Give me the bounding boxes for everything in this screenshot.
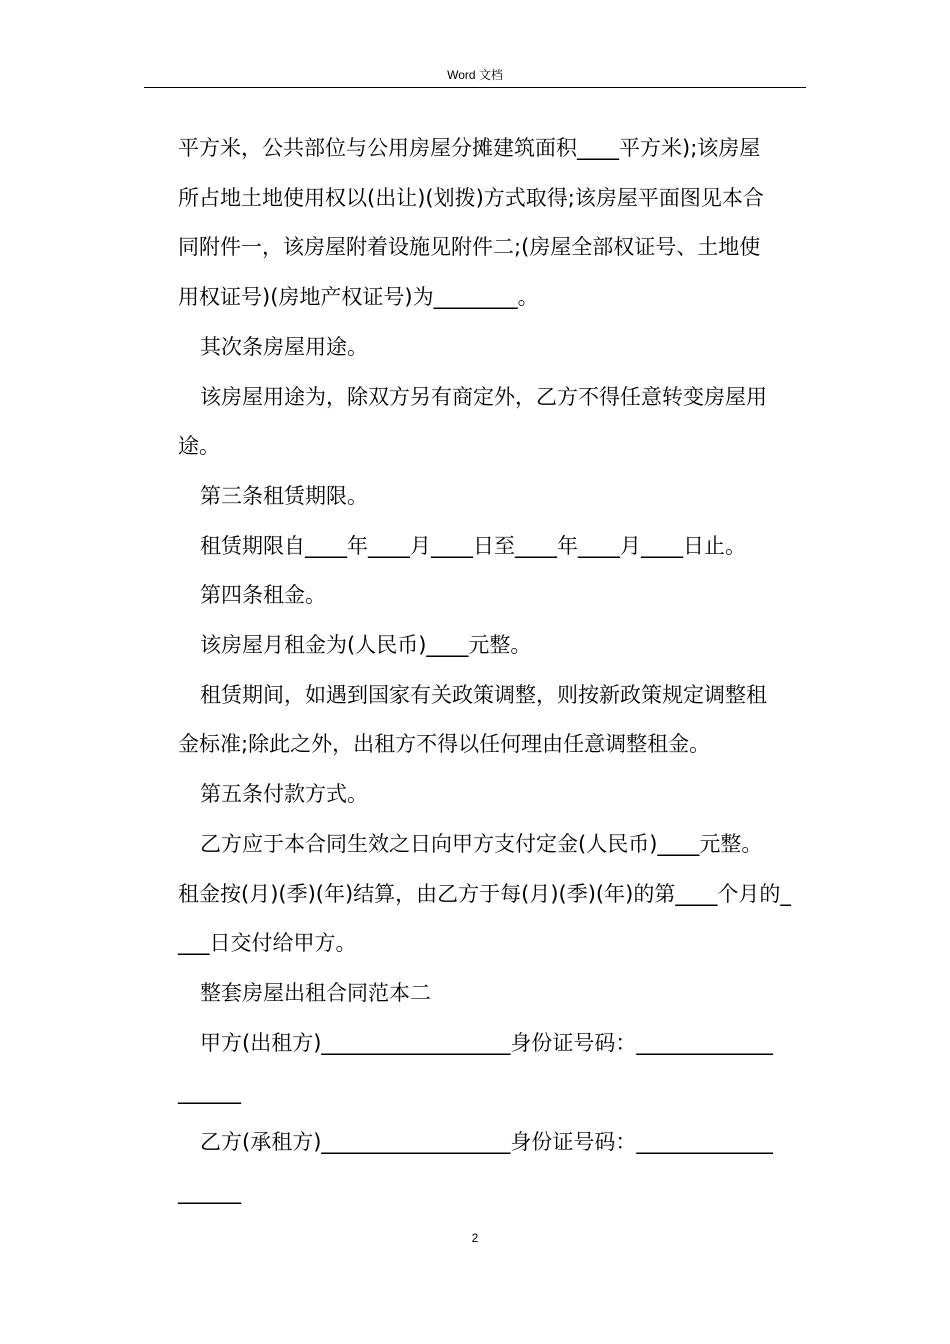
- party-b-continuation: ______: [178, 1179, 241, 1204]
- party-b-line: 乙方(承租方)__________________身份证号码：_____________: [200, 1130, 773, 1155]
- text-line: 该房屋月租金为(人民币)____元整。: [200, 633, 532, 658]
- text-line: 同附件一，该房屋附着设施见附件二;(房屋全部权证号、土地使: [178, 235, 761, 260]
- text-line: 租赁期限自____年____月____日至____年____月____日止。: [200, 533, 746, 558]
- party-a-continuation: ______: [178, 1080, 241, 1105]
- text-line: 用权证号)(房地产权证号)为________。: [178, 285, 539, 310]
- text-line: ___日交付给甲方。: [178, 931, 357, 956]
- section-heading: 其次条房屋用途。: [200, 334, 368, 359]
- text-line: 途。: [178, 434, 220, 459]
- party-a-line: 甲方(出租方)__________________身份证号码：_____________: [200, 1030, 773, 1055]
- header-divider: [144, 87, 806, 88]
- section-heading: 第四条租金。: [200, 583, 326, 608]
- page-header: Word 文档: [447, 68, 503, 82]
- text-line: 平方米，公共部位与公用房屋分摊建筑面积____平方米);该房屋: [178, 136, 761, 160]
- document-body: [178, 124, 808, 1217]
- document-subtitle: 整套房屋出租合同范本二: [200, 980, 431, 1005]
- text-line: 金标准;除此之外，出租方不得以任何理由任意调整租金。: [178, 732, 711, 757]
- text-line: 租金按(月)(季)(年)结算，由乙方于每(月)(季)(年)的第____个月的_: [178, 881, 791, 906]
- section-heading: 第三条租赁期限。: [200, 483, 368, 508]
- section-heading: 第五条付款方式。: [200, 782, 368, 807]
- text-line: 租赁期间，如遇到国家有关政策调整，则按新政策规定调整租: [200, 682, 767, 707]
- page-number: 2: [471, 1231, 479, 1245]
- text-line: 所占地土地使用权以(出让)(划拨)方式取得;该房屋平面图见本合: [178, 185, 764, 210]
- text-line: 乙方应于本合同生效之日向甲方支付定金(人民币)____元整。: [200, 831, 763, 856]
- text-line: 该房屋用途为，除双方另有商定外，乙方不得任意转变房屋用: [200, 384, 767, 409]
